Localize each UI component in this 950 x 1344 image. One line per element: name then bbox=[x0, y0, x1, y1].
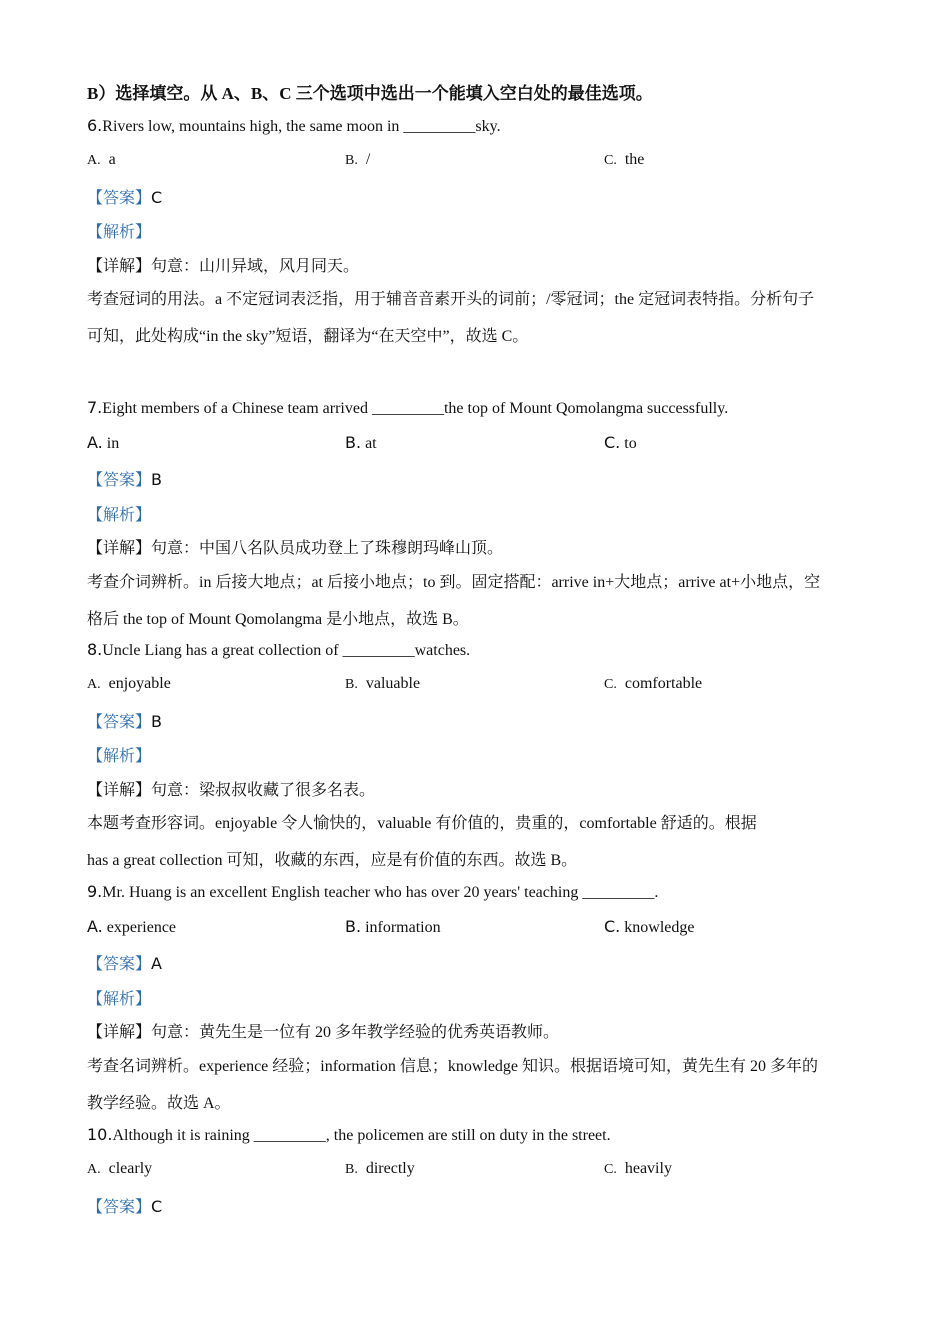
question-6-explanation-line-2: 可知，此处构成“in the sky”短语，翻译为“在天空中”，故选 C。 bbox=[87, 328, 529, 345]
option-text: at bbox=[365, 435, 377, 452]
question-10-option-b bbox=[345, 1160, 415, 1178]
question-8-option-b bbox=[345, 675, 420, 693]
option-letter: C. bbox=[604, 433, 621, 452]
answer-tag: 【答案】 bbox=[87, 714, 152, 731]
question-6-explanation-line-1: 考查冠词的用法。a 不定冠词表泛指，用于辅音音素开头的词前；/零冠词；the 定冠词表特指。分析句子 bbox=[87, 291, 815, 308]
detail-text: 句意：中国八名队员成功登上了珠穆朗玛峰山顶。 bbox=[151, 540, 504, 557]
question-8-analysis-tag: 【解析】 bbox=[87, 748, 152, 765]
question-8-detail bbox=[87, 777, 375, 800]
answer-tag: 【答案】 bbox=[87, 472, 152, 489]
option-text: knowledge bbox=[624, 919, 695, 936]
option-letter: B. bbox=[345, 1162, 358, 1177]
question-8-option-c bbox=[604, 675, 702, 693]
question-9-explanation-line-1: 考查名词辨析。experience 经验；information 信息；knowledge 知识。根据语境可知，黄先生有 20 多年的 bbox=[87, 1058, 819, 1075]
option-text: valuable bbox=[365, 675, 421, 692]
question-9-analysis-tag: 【解析】 bbox=[87, 991, 152, 1008]
option-letter: A. bbox=[87, 677, 101, 692]
option-text: to bbox=[624, 435, 637, 452]
detail-tag: 【详解】 bbox=[87, 782, 152, 799]
answer-value: B bbox=[151, 712, 162, 731]
answer-value: C bbox=[151, 188, 163, 207]
question-7-option-c bbox=[604, 433, 637, 453]
question-10-option-a bbox=[87, 1160, 152, 1178]
option-text: a bbox=[108, 151, 116, 168]
question-6-option-c bbox=[604, 151, 644, 169]
question-6-detail bbox=[87, 253, 359, 276]
question-7-detail bbox=[87, 535, 503, 558]
option-letter: B. bbox=[345, 433, 362, 452]
answer-value: B bbox=[151, 470, 162, 489]
detail-text: 句意：梁叔叔收藏了很多名表。 bbox=[151, 782, 376, 799]
question-number: 7. bbox=[87, 398, 103, 417]
question-9-option-a bbox=[87, 917, 176, 937]
question-7-explanation-line-2: 格后 the top of Mount Qomolangma 是小地点，故选 B。 bbox=[87, 611, 469, 628]
question-10-stem bbox=[87, 1125, 611, 1145]
option-text: heavily bbox=[624, 1160, 672, 1177]
question-8-option-a bbox=[87, 675, 171, 693]
question-6-option-b bbox=[345, 151, 370, 169]
question-number: 9. bbox=[87, 882, 103, 901]
question-9-option-c bbox=[604, 917, 694, 937]
option-text: directly bbox=[365, 1160, 415, 1177]
question-8-explanation-line-1: 本题考查形容词。enjoyable 令人愉快的，valuable 有价值的，贵重的，comfortable 舒适的。根据 bbox=[87, 815, 757, 832]
question-text: Uncle Liang has a great collection of _________watches. bbox=[102, 642, 471, 659]
option-text: comfortable bbox=[624, 675, 703, 692]
detail-tag: 【详解】 bbox=[87, 258, 152, 275]
question-6-stem bbox=[87, 116, 501, 136]
option-text: information bbox=[365, 919, 441, 936]
option-text: in bbox=[106, 435, 120, 452]
option-text: clearly bbox=[108, 1160, 153, 1177]
option-letter: A. bbox=[87, 917, 103, 936]
answer-value: C bbox=[151, 1197, 163, 1216]
question-9-explanation-line-2: 教学经验。故选 A。 bbox=[87, 1095, 231, 1112]
option-letter: A. bbox=[87, 1162, 101, 1177]
question-text: Mr. Huang is an excellent English teacher who has over 20 years' teaching _________. bbox=[102, 884, 659, 901]
question-9-answer bbox=[87, 951, 162, 974]
answer-tag: 【答案】 bbox=[87, 1199, 152, 1216]
question-number: 10. bbox=[87, 1125, 113, 1144]
question-text: Rivers low, mountains high, the same moon in _________sky. bbox=[102, 118, 501, 135]
detail-tag: 【详解】 bbox=[87, 1024, 152, 1041]
option-letter: A. bbox=[87, 153, 101, 168]
question-9-stem bbox=[87, 882, 658, 902]
question-text: Eight members of a Chinese team arrived _________the top of Mount Qomolangma successfully. bbox=[102, 400, 729, 417]
answer-tag: 【答案】 bbox=[87, 956, 152, 973]
question-10-answer bbox=[87, 1194, 162, 1217]
answer-value: A bbox=[151, 954, 162, 973]
question-7-answer bbox=[87, 467, 162, 490]
question-7-option-a bbox=[87, 433, 119, 453]
option-letter: A. bbox=[87, 433, 103, 452]
option-text: enjoyable bbox=[108, 675, 171, 692]
question-8-answer bbox=[87, 709, 162, 732]
question-7-option-b bbox=[345, 433, 377, 453]
section-title: B）选择填空。从 A、B、C 三个选项中选出一个能填入空白处的最佳选项。 bbox=[87, 84, 653, 103]
detail-text: 句意：黄先生是一位有 20 多年教学经验的优秀英语教师。 bbox=[151, 1024, 560, 1041]
option-letter: B. bbox=[345, 677, 358, 692]
question-7-analysis-tag: 【解析】 bbox=[87, 507, 152, 524]
option-letter: C. bbox=[604, 677, 617, 692]
question-8-explanation-line-2: has a great collection 可知，收藏的东西，应是有价值的东西。故选 B。 bbox=[87, 852, 578, 869]
question-text: Although it is raining _________, the policemen are still on duty in the street. bbox=[112, 1127, 611, 1144]
question-number: 8. bbox=[87, 640, 103, 659]
detail-text: 句意：山川异域，风月同天。 bbox=[151, 258, 360, 275]
question-7-explanation-line-1: 考查介词辨析。in 后接大地点；at 后接小地点；to 到。固定搭配：arrive in+大地点；arrive at+小地点，空 bbox=[87, 574, 821, 591]
option-letter: C. bbox=[604, 153, 617, 168]
option-letter: B. bbox=[345, 153, 358, 168]
question-6-analysis-tag: 【解析】 bbox=[87, 224, 152, 241]
option-text: / bbox=[365, 151, 371, 168]
question-6-option-a bbox=[87, 151, 116, 169]
answer-tag: 【答案】 bbox=[87, 190, 152, 207]
option-letter: B. bbox=[345, 917, 362, 936]
option-text: experience bbox=[106, 919, 177, 936]
question-number: 6. bbox=[87, 116, 103, 135]
option-text: the bbox=[624, 151, 645, 168]
question-6-answer bbox=[87, 185, 162, 208]
question-10-option-c bbox=[604, 1160, 672, 1178]
question-7-stem bbox=[87, 398, 728, 418]
question-9-option-b bbox=[345, 917, 441, 937]
question-8-stem bbox=[87, 640, 470, 660]
option-letter: C. bbox=[604, 917, 621, 936]
detail-tag: 【详解】 bbox=[87, 540, 152, 557]
question-9-detail bbox=[87, 1019, 559, 1042]
option-letter: C. bbox=[604, 1162, 617, 1177]
